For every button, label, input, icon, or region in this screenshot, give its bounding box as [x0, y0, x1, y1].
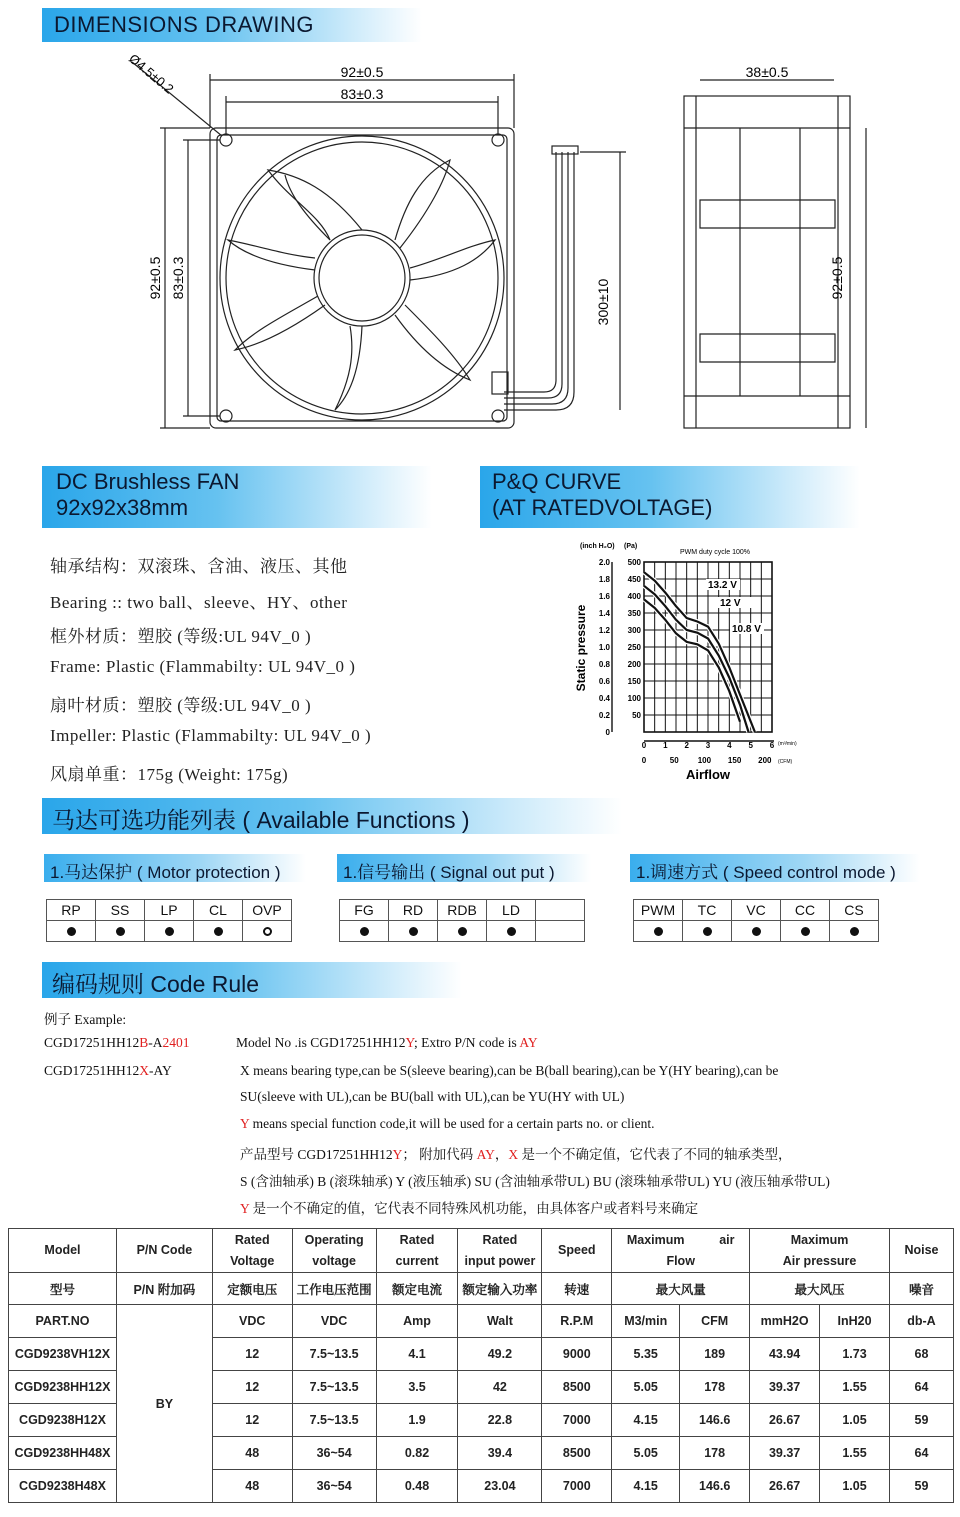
function-item: CS	[830, 900, 879, 921]
x-explanation-line2: SU(sleeve with UL),can be BU(ball with UL),can be YU(HY with UL)	[240, 1089, 625, 1104]
tick-inch: 1.2	[598, 626, 610, 635]
unit-cell: CFM	[680, 1305, 750, 1338]
functions-title: 马达可选功能列表 ( Available Functions )	[52, 807, 470, 833]
optional-ring	[263, 927, 272, 936]
unit-cell: mmH2O	[750, 1305, 820, 1338]
function-item: CC	[781, 900, 830, 921]
available-dot	[165, 927, 174, 936]
pn-code-cell: BY	[116, 1305, 212, 1503]
dim-hole: Ø4.5±0.2	[126, 50, 177, 97]
table-cell: 146.6	[680, 1470, 750, 1503]
header-cn-flow: 最大风量	[612, 1273, 750, 1305]
tick-cfm-unit: (CFM)	[778, 759, 793, 765]
function-item: SS	[96, 900, 145, 921]
spec-frame-en: Frame: Plastic (Flammabilty: UL 94V_0 )	[50, 657, 356, 676]
dimensions-drawing-title: DIMENSIONS DRAWING	[54, 12, 314, 37]
table-cell: 5.05	[612, 1437, 680, 1470]
header-cn-model: 型号	[9, 1273, 117, 1305]
function-item: PWM	[634, 900, 683, 921]
cn-explanation-3: Y 是一个不确定的值，它代表不同特殊风机功能，由具体客户或者料号来确定	[240, 1201, 699, 1216]
table-cell: 7000	[542, 1470, 612, 1503]
code-rule-title: 编码规则 Code Rule	[52, 971, 260, 997]
functions-banner	[42, 798, 622, 834]
tick-cfm: 150	[727, 756, 742, 765]
tick-pa: 150	[627, 677, 641, 686]
table-cell: 4.15	[612, 1404, 680, 1437]
table-cell: 3.5	[376, 1371, 458, 1404]
table-cell: CGD9238HH12X	[9, 1371, 117, 1404]
unit-row	[9, 1305, 954, 1338]
tick-cfm: 200	[758, 756, 772, 765]
dim-depth: 38±0.5	[745, 64, 789, 80]
table-cell: 8500	[542, 1371, 612, 1404]
fan-dimension-drawing	[0, 40, 960, 460]
tick-pa: 50	[632, 711, 641, 720]
table-cell: 178	[680, 1371, 750, 1404]
function-item: CL	[194, 900, 243, 921]
available-dot	[654, 927, 663, 936]
pq-title: P&Q CURVE	[492, 469, 622, 494]
signal-output-title: 1.信号输出 ( Signal out put )	[343, 863, 555, 882]
chart-unit-pa: (Pa)	[624, 543, 638, 550]
example-code-1: CGD17251HH12B-A2401	[44, 1035, 190, 1050]
header-cn-speed: 转速	[542, 1273, 612, 1305]
table-cell: CGD9238VH12X	[9, 1338, 117, 1371]
function-item: RDB	[438, 900, 487, 921]
table-cell: 4.1	[376, 1338, 458, 1371]
tick-m3-unit: (m³/min)	[778, 741, 797, 747]
table-cell: CGD9238H48X	[9, 1470, 117, 1503]
tick-pa: 200	[627, 660, 641, 669]
function-item: FG	[340, 900, 389, 921]
table-cell: 0.48	[376, 1470, 458, 1503]
spec-bearing-en: Bearing :: two ball、sleeve、HY、other	[50, 593, 348, 612]
motor-protection-banner	[44, 854, 306, 882]
cn-explanation-2: S (含油轴承) B (滚珠轴承) Y (液压轴承) SU (含油轴承带UL) BU (滚珠轴承带UL) YU (液压轴承带UL)	[240, 1174, 830, 1189]
x-explanation: X means bearing type,can be S(sleeve bearing),can be B(ball bearing),can be Y(HY bearing),can be	[240, 1063, 779, 1078]
tick-pa: 450	[627, 575, 641, 584]
table-cell: 39.37	[750, 1371, 820, 1404]
available-dot	[752, 927, 761, 936]
curve-label: 12 V	[720, 598, 741, 609]
table-cell: 4.15	[612, 1470, 680, 1503]
table-cell: 48	[212, 1437, 292, 1470]
available-dot	[850, 927, 859, 936]
table-cell: CGD9238H12X	[9, 1404, 117, 1437]
dim-height-inner: 83±0.3	[170, 256, 186, 300]
table-cell: 42	[458, 1371, 542, 1404]
function-item	[536, 900, 585, 921]
unit-cell: Amp	[376, 1305, 458, 1338]
table-cell: 26.67	[750, 1470, 820, 1503]
unit-cell: M3/min	[612, 1305, 680, 1338]
table-cell: 68	[889, 1338, 953, 1371]
tick-inch: 1.0	[598, 643, 610, 652]
spec-table	[8, 1228, 954, 1503]
pq-curve-chart	[560, 536, 820, 786]
example-label: 例子 Example:	[44, 1012, 127, 1027]
table-cell: 5.05	[612, 1371, 680, 1404]
function-item: LP	[145, 900, 194, 921]
unit-cell: InH20	[820, 1305, 890, 1338]
tick-pa: 300	[627, 626, 641, 635]
example-code-2: CGD17251HH12X-AY	[44, 1063, 172, 1078]
table-cell: 1.73	[820, 1338, 890, 1371]
spec-frame-cn: 框外材质：塑胶 (等级:UL 94V_0 )	[50, 627, 312, 646]
tick-m3: 0	[641, 741, 647, 750]
chart-xlabel: Airflow	[685, 767, 731, 782]
tick-cfm: 50	[669, 756, 679, 765]
table-cell: 178	[680, 1437, 750, 1470]
tick-inch: 0.2	[598, 711, 610, 720]
tick-cfm: 0	[641, 756, 647, 765]
model-explanation: Model No .is CGD17251HH12Y; Extro P/N code is AY	[236, 1035, 538, 1050]
dim-lead: 300±10	[595, 278, 611, 326]
table-cell: 5.35	[612, 1338, 680, 1371]
curve-label: 10.8 V	[732, 624, 761, 635]
table-cell: 36~54	[292, 1470, 376, 1503]
speed-control-table	[633, 899, 879, 942]
function-item: RP	[47, 900, 96, 921]
table-cell: 1.05	[820, 1470, 890, 1503]
tick-inch: 1.8	[598, 575, 610, 584]
available-dot	[360, 927, 369, 936]
header-cn-current: 额定电流	[376, 1273, 458, 1305]
speed-control-banner	[630, 854, 920, 882]
header-max-flow: Maximum air Flow	[612, 1229, 750, 1273]
table-cell: 9000	[542, 1338, 612, 1371]
unit-cell: Walt	[458, 1305, 542, 1338]
header-row-en	[9, 1229, 954, 1273]
available-dot	[67, 927, 76, 936]
spec-bearing-cn: 轴承结构：双滚珠、含油、液压、其他	[50, 557, 348, 576]
header-max-pressure: Maximum Air pressure	[750, 1229, 890, 1273]
table-cell: 59	[889, 1404, 953, 1437]
function-item: TC	[683, 900, 732, 921]
table-cell: 1.55	[820, 1371, 890, 1404]
table-cell: 12	[212, 1404, 292, 1437]
tick-pa: 100	[627, 694, 641, 703]
table-cell: 7.5~13.5	[292, 1404, 376, 1437]
speed-control-title: 1.调速方式 ( Speed control mode )	[636, 863, 896, 882]
available-dot	[214, 927, 223, 936]
table-cell: CGD9238HH48X	[9, 1437, 117, 1470]
spec-weight: 风扇单重：175g (Weight: 175g)	[50, 765, 289, 784]
header-cn-noise: 噪音	[889, 1273, 953, 1305]
tick-inch: 0.4	[598, 694, 610, 703]
available-dot	[507, 927, 516, 936]
available-dot	[409, 927, 418, 936]
tick-cfm: 100	[697, 756, 712, 765]
table-cell: 1.9	[376, 1404, 458, 1437]
table-cell: 146.6	[680, 1404, 750, 1437]
tick-pa: 400	[627, 592, 641, 601]
cn-explanation-1: 产品型号 CGD17251HH12Y； 附加代码 AY，X 是一个不确定值，它代表了不同的轴承类型，	[240, 1147, 792, 1162]
table-cell: 23.04	[458, 1470, 542, 1503]
table-cell: 48	[212, 1470, 292, 1503]
table-cell: 64	[889, 1371, 953, 1404]
tick-inch: 1.4	[598, 609, 610, 618]
table-cell: 12	[212, 1371, 292, 1404]
signal-output-banner	[337, 854, 591, 882]
header-rated-current: Rated current	[376, 1229, 458, 1273]
header-cn-pn: P/N 附加码	[116, 1273, 212, 1305]
unit-part-no: PART.NO	[9, 1305, 117, 1338]
table-cell: 7000	[542, 1404, 612, 1437]
table-cell: 43.94	[750, 1338, 820, 1371]
table-cell: 1.55	[820, 1437, 890, 1470]
header-noise: Noise	[889, 1229, 953, 1273]
spec-impeller-cn: 扇叶材质：塑胶 (等级:UL 94V_0 )	[50, 696, 312, 715]
table-cell: 49.2	[458, 1338, 542, 1371]
spec-impeller-en: Impeller: Plastic (Flammabilty: UL 94V_0 )	[50, 726, 372, 745]
signal-output-table	[339, 899, 585, 942]
y-explanation: Y means special function code,it will be used for a certain parts no. or client.	[240, 1116, 655, 1131]
header-cn-operating: 工作电压范围	[292, 1273, 376, 1305]
tick-m3: 2	[684, 741, 689, 750]
unit-cell: VDC	[212, 1305, 292, 1338]
header-row-cn	[9, 1273, 954, 1305]
table-cell: 39.4	[458, 1437, 542, 1470]
table-cell: 64	[889, 1437, 953, 1470]
fan-title: DC Brushless FAN	[56, 469, 240, 494]
tick-m3: 1	[663, 741, 668, 750]
tick-inch: 0.8	[598, 660, 610, 669]
motor-protection-title: 1.马达保护 ( Motor protection )	[50, 863, 281, 882]
dimensions-drawing-banner	[42, 8, 422, 42]
header-rated-power: Rated input power	[458, 1229, 542, 1273]
tick-m3: 3	[705, 741, 711, 750]
header-pn: P/N Code	[116, 1229, 212, 1273]
chart-pwm-note: PWM duty cycle 100%	[680, 549, 751, 556]
table-cell: 7.5~13.5	[292, 1371, 376, 1404]
chart-ylabel: Static pressure	[574, 604, 588, 692]
table-cell: 39.37	[750, 1437, 820, 1470]
header-cn-rated-voltage: 定额电压	[212, 1273, 292, 1305]
header-operating-voltage: Operating voltage	[292, 1229, 376, 1273]
pq-banner	[480, 466, 860, 528]
table-cell: 36~54	[292, 1437, 376, 1470]
curve-label: 13.2 V	[708, 580, 737, 591]
function-item: LD	[487, 900, 536, 921]
table-cell: 189	[680, 1338, 750, 1371]
motor-protection-table	[46, 899, 292, 942]
available-dot	[703, 927, 712, 936]
table-cell: 8500	[542, 1437, 612, 1470]
table-cell: 7.5~13.5	[292, 1338, 376, 1371]
table-cell: 26.67	[750, 1404, 820, 1437]
unit-cell: R.P.M	[542, 1305, 612, 1338]
function-item: VC	[732, 900, 781, 921]
tick-inch: 2.0	[598, 558, 610, 567]
dim-width-outer: 92±0.5	[340, 64, 384, 80]
function-item: RD	[389, 900, 438, 921]
fan-size: 92x92x38mm	[56, 495, 189, 520]
code-rule-banner	[42, 962, 462, 998]
unit-cell: db-A	[889, 1305, 953, 1338]
available-dot	[116, 927, 125, 936]
header-model: Model	[9, 1229, 117, 1273]
header-cn-power: 额定输入功率	[458, 1273, 542, 1305]
tick-inch: 0.6	[598, 677, 610, 686]
dim-height-outer: 92±0.5	[147, 256, 163, 300]
tick-pa: 500	[627, 558, 641, 567]
table-cell: 1.05	[820, 1404, 890, 1437]
fan-banner	[42, 466, 432, 528]
tick-m3: 4	[727, 741, 732, 750]
available-dot	[458, 927, 467, 936]
tick-m3: 6	[769, 741, 775, 750]
available-dot	[801, 927, 810, 936]
header-speed: Speed	[542, 1229, 612, 1273]
header-rated-voltage: Rated Voltage	[212, 1229, 292, 1273]
table-cell: 0.82	[376, 1437, 458, 1470]
dim-side-height: 92±0.5	[829, 256, 845, 300]
tick-inch: 1.6	[598, 592, 610, 601]
function-item: OVP	[243, 900, 292, 921]
unit-cell: VDC	[292, 1305, 376, 1338]
dim-width-inner: 83±0.3	[340, 86, 384, 102]
tick-m3: 5	[748, 741, 753, 750]
pq-subtitle: (AT RATEDVOLTAGE)	[492, 495, 713, 520]
table-cell: 22.8	[458, 1404, 542, 1437]
header-cn-pressure: 最大风压	[750, 1273, 890, 1305]
tick-pa: 250	[627, 643, 641, 652]
chart-unit-inch: (inch H₂O)	[580, 543, 615, 550]
table-cell: 59	[889, 1470, 953, 1503]
tick-inch: 0	[605, 728, 610, 737]
table-cell: 12	[212, 1338, 292, 1371]
tick-pa: 350	[627, 609, 641, 618]
